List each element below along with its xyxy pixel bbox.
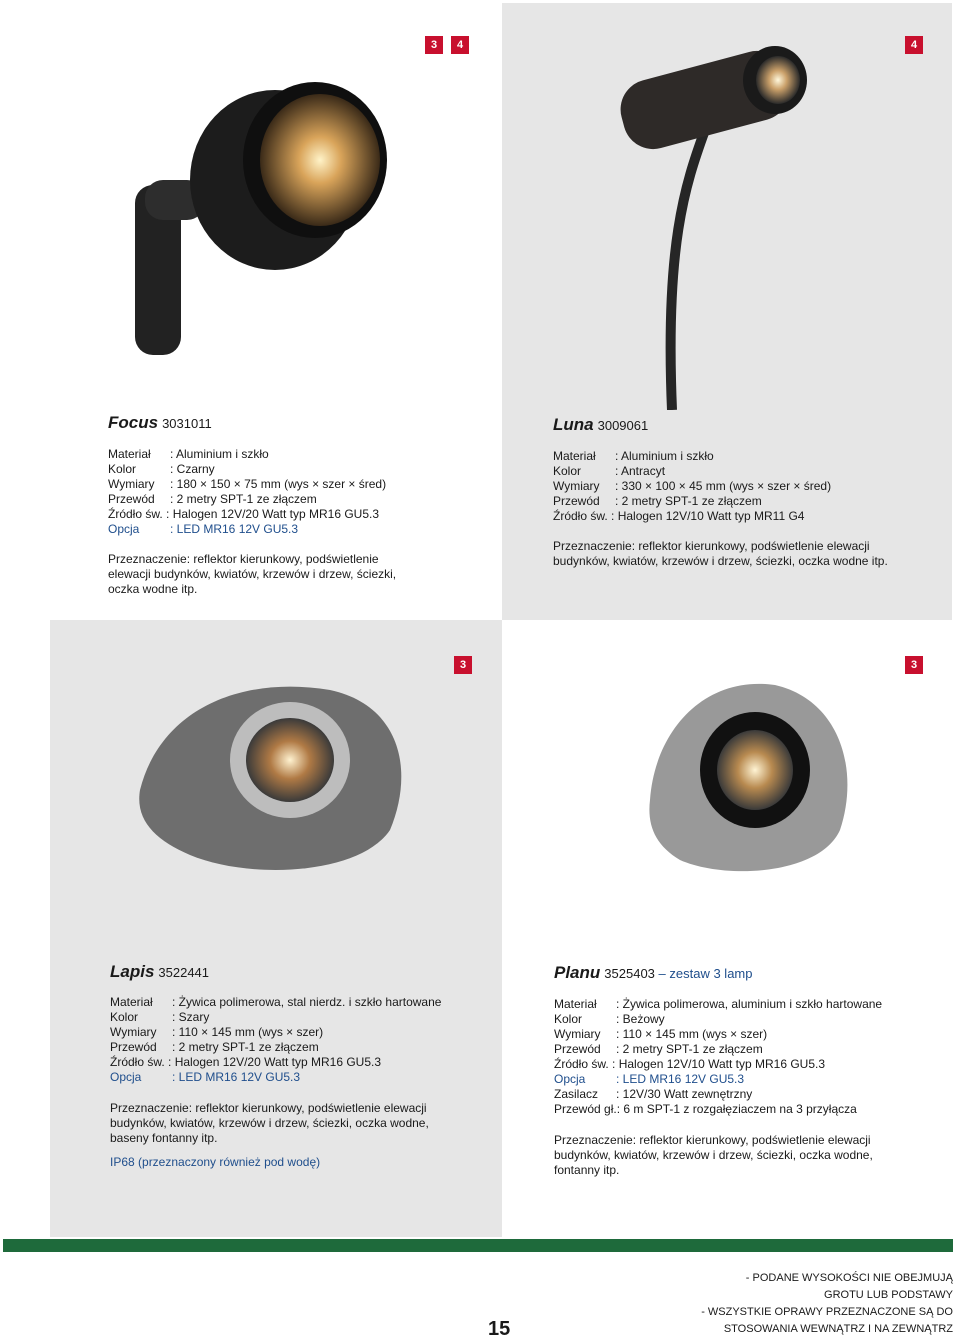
focus-name: Focus <box>108 413 159 432</box>
focus-code: 3031011 <box>162 416 212 431</box>
spec-label: Kolor <box>553 464 582 478</box>
spec-label: Źródło św. <box>553 509 608 523</box>
spec-value: : Antracyt <box>615 464 666 478</box>
spec-row <box>554 1042 882 1057</box>
focus-specs <box>108 447 386 537</box>
spec-value: : 12V/30 Watt zewnętrzny <box>616 1087 753 1101</box>
planu-purpose: Przeznaczenie: reflektor kierunkowy, podświetlenie elewacji budynków, kwiatów, krzewów i drzew, ściezki, oczka wodne, fontanny itp. <box>554 1133 873 1177</box>
spec-label: Wymiary <box>553 479 600 493</box>
spec-value: : Halogen 12V/10 Watt typ MR16 GU5.3 <box>612 1057 826 1071</box>
spec-label: Opcja <box>108 522 140 536</box>
spec-label: Materiał <box>110 995 153 1009</box>
footer-note-line: STOSOWANIA WEWNĄTRZ I NA ZEWNĄTRZ <box>723 1323 953 1335</box>
spec-value: : Halogen 12V/20 Watt typ MR16 GU5.3 <box>168 1055 382 1069</box>
focus-title <box>108 413 212 433</box>
planu-specs <box>554 997 882 1117</box>
spec-value: : 2 metry SPT-1 ze złączem <box>616 1042 763 1056</box>
spec-label: Opcja <box>110 1070 142 1084</box>
spec-value: : 110 × 145 mm (wys × szer) <box>172 1025 324 1039</box>
spec-label: Materiał <box>553 449 596 463</box>
spec-row <box>110 1040 441 1055</box>
spec-row-option <box>554 1072 882 1087</box>
spec-label: Przewód <box>110 1040 157 1054</box>
planu-name: Planu <box>554 963 601 982</box>
lapis-lamp-image <box>130 670 420 880</box>
spec-row <box>110 1010 441 1025</box>
spec-value: : Żywica polimerowa, aluminium i szkło hartowane <box>616 997 883 1011</box>
spec-row <box>108 447 386 462</box>
spec-label: Źródło św. <box>110 1055 165 1069</box>
spec-label: Kolor <box>554 1012 583 1026</box>
planu-code: 3525403 <box>604 966 655 981</box>
spec-row <box>108 462 386 477</box>
spec-row <box>554 1027 882 1042</box>
spec-value: : Aluminium i szkło <box>170 447 269 461</box>
luna-name: Luna <box>553 415 594 434</box>
spec-row <box>553 479 831 494</box>
spec-row <box>110 1025 441 1040</box>
spec-row <box>554 1057 882 1072</box>
spec-label: Materiał <box>554 997 597 1011</box>
lapis-title <box>110 962 209 982</box>
spec-row <box>553 509 831 524</box>
badge-focus-2: 4 <box>451 36 469 54</box>
spec-label: Przewód <box>554 1042 601 1056</box>
luna-title <box>553 415 648 435</box>
spec-row <box>110 1055 441 1070</box>
spec-value: : 330 × 100 × 45 mm (wys × szer × śred) <box>615 479 832 493</box>
spec-label: Wymiary <box>554 1027 601 1041</box>
footer-note-line: GROTU LUB PODSTAWY <box>824 1289 953 1301</box>
spec-value: : 2 metry SPT-1 ze złączem <box>170 492 317 506</box>
badge-lapis: 3 <box>454 656 472 674</box>
focus-lamp-image <box>115 60 415 360</box>
spec-label: Przewód gł. <box>554 1102 617 1116</box>
spec-row <box>554 1087 882 1102</box>
spec-row-option <box>108 522 386 537</box>
spec-value: : LED MR16 12V GU5.3 <box>616 1072 745 1086</box>
spec-value: : 180 × 150 × 75 mm (wys × szer × śred) <box>170 477 387 491</box>
footer-note-line: - WSZYSTKIE OPRAWY PRZEZNACZONE SĄ DO <box>701 1306 953 1318</box>
footer-note-line: - PODANE WYSOKOŚCI NIE OBEJMUJĄ <box>745 1272 953 1284</box>
spec-row <box>554 1102 882 1117</box>
spec-value: : Szary <box>172 1010 210 1024</box>
spec-value: : Czarny <box>170 462 215 476</box>
spec-row <box>108 477 386 492</box>
spec-row <box>553 464 831 479</box>
spec-row <box>554 997 882 1012</box>
planu-subtitle: – zestaw 3 lamp <box>658 966 753 981</box>
footer-notes <box>701 1270 953 1338</box>
spec-row <box>553 494 831 509</box>
badge-luna: 4 <box>905 36 923 54</box>
spec-value: : Aluminium i szkło <box>615 449 714 463</box>
spec-row <box>110 995 441 1010</box>
luna-code: 3009061 <box>597 418 649 433</box>
badge-focus-1: 3 <box>425 36 443 54</box>
badge-planu: 3 <box>905 656 923 674</box>
spec-value: : 6 m SPT-1 z rozgałęziaczem na 3 przyłącza <box>616 1102 857 1116</box>
spec-value: : Halogen 12V/10 Watt typ MR11 G4 <box>611 509 805 523</box>
spec-label: Źródło św. <box>554 1057 609 1071</box>
lapis-specs <box>110 995 441 1085</box>
spec-value: : 110 × 145 mm (wys × szer) <box>616 1027 768 1041</box>
spec-value: : Żywica polimerowa, stal nierdz. i szkło hartowane <box>172 995 442 1009</box>
spec-row <box>108 507 386 522</box>
luna-specs <box>553 449 831 524</box>
lapis-code: 3522441 <box>158 965 210 980</box>
lapis-ip-note: IP68 (przeznaczony również pod wodę) <box>110 1155 321 1169</box>
page-number: 15 <box>488 1318 511 1340</box>
spec-label: Wymiary <box>108 477 155 491</box>
luna-purpose: Przeznaczenie: reflektor kierunkowy, podświetlenie elewacji budynków, kwiatów, krzewów i drzew, ściezki, oczka wodne itp. <box>553 539 888 568</box>
spec-label: Przewód <box>553 494 600 508</box>
spec-row <box>554 1012 882 1027</box>
spec-label: Zasilacz <box>554 1087 599 1101</box>
spec-label: Źródło św. <box>108 507 163 521</box>
lapis-purpose: Przeznaczenie: reflektor kierunkowy, podświetlenie elewacji budynków, kwiatów, krzewów i drzew, ściezki, oczka wodne, baseny fontanny itp. <box>110 1101 429 1145</box>
lapis-name: Lapis <box>110 962 155 981</box>
spec-label: Materiał <box>108 447 151 461</box>
planu-lamp-image <box>635 670 865 880</box>
focus-purpose: Przeznaczenie: reflektor kierunkowy, podświetlenie elewacji budynków, kwiatów, krzewów i drzew, ściezki, oczka wodne itp. <box>108 552 397 596</box>
spec-value: : Halogen 12V/20 Watt typ MR16 GU5.3 <box>166 507 380 521</box>
spec-label: Kolor <box>110 1010 139 1024</box>
spec-label: Opcja <box>554 1072 586 1086</box>
footer-bar <box>3 1239 953 1252</box>
spec-value: : 2 metry SPT-1 ze złączem <box>615 494 762 508</box>
spec-value: : LED MR16 12V GU5.3 <box>172 1070 301 1084</box>
spec-value: : 2 metry SPT-1 ze złączem <box>172 1040 319 1054</box>
spec-row-option <box>110 1070 441 1085</box>
spec-label: Kolor <box>108 462 137 476</box>
spec-row <box>108 492 386 507</box>
spec-label: Wymiary <box>110 1025 157 1039</box>
luna-lamp-image <box>610 45 840 410</box>
spec-value: : LED MR16 12V GU5.3 <box>170 522 299 536</box>
planu-title <box>554 963 752 983</box>
spec-row <box>553 449 831 464</box>
spec-label: Przewód <box>108 492 155 506</box>
spec-value: : Beżowy <box>616 1012 665 1026</box>
